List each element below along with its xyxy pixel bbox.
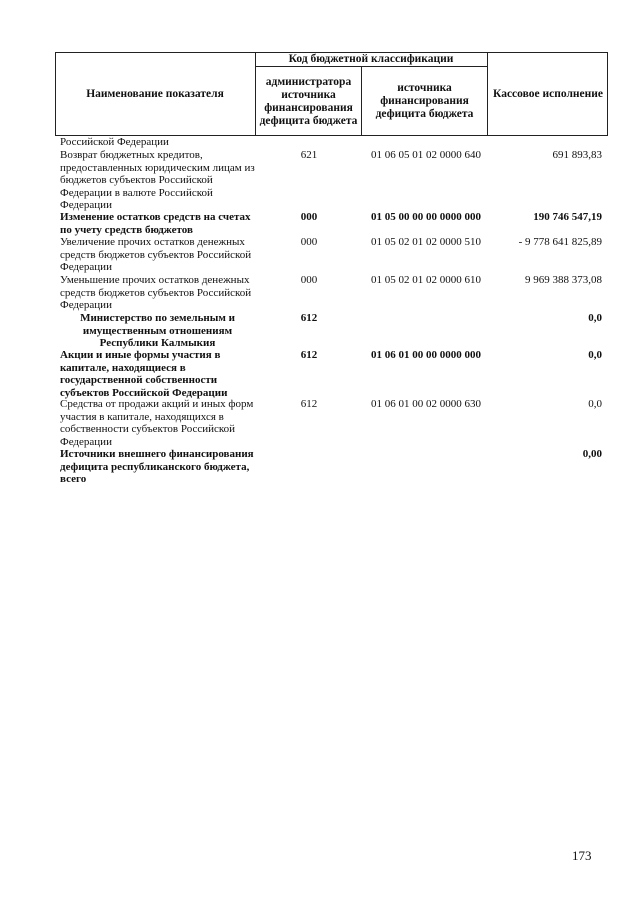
row-admin-code: 000 — [300, 236, 318, 248]
column-header-amount: Кассовое исполнение — [493, 87, 603, 100]
row-amount: 190 746 547,19 — [533, 211, 602, 223]
row-name: Уменьшение прочих остатков денежных средств бюджетов субъектов Российской Федерации — [60, 274, 252, 312]
column-group-title: Код бюджетной классификации — [288, 52, 454, 65]
row-admin-code: 621 — [300, 149, 318, 161]
row-admin-code: 612 — [300, 312, 318, 324]
row-amount: 0,00 — [582, 448, 602, 460]
column-header-name: Наименование показателя — [86, 87, 224, 100]
row-amount: 9 969 388 373,08 — [525, 274, 602, 286]
row-admin-code: 612 — [300, 398, 318, 410]
row-name: Изменение остатков средств на счетах по учету средств бюджетов — [60, 211, 251, 236]
row-amount: 0,0 — [588, 398, 602, 410]
row-name: Российской Федерации — [60, 136, 169, 148]
row-name: Министерство по земельным и имущественным отношениям Республики Калмыкия — [80, 312, 235, 350]
row-name: Увеличение прочих остатков денежных средств бюджетов субъектов Российской Федерации — [60, 236, 252, 274]
row-admin-code: 612 — [300, 349, 318, 361]
table-header — [55, 52, 608, 136]
row-name: Средства от продажи акций и иных форм участия в капитале, находящихся в собственности субъектов Российской Федерации — [60, 398, 254, 448]
row-amount: - 9 778 641 825,89 — [518, 236, 602, 248]
row-source-code: 01 06 01 00 00 0000 000 — [371, 349, 481, 361]
row-amount: 0,0 — [588, 312, 602, 324]
row-admin-code: 000 — [300, 211, 318, 223]
row-source-code: 01 06 05 01 02 0000 640 — [371, 149, 481, 161]
row-name: Возврат бюджетных кредитов, предоставленных юридическим лицам из бюджетов субъектов Российской Федерации в валюте Российской Федерации — [60, 149, 255, 212]
row-source-code: 01 05 02 01 02 0000 610 — [371, 274, 481, 286]
row-source-code: 01 06 01 00 02 0000 630 — [371, 398, 481, 410]
row-source-code: 01 05 00 00 00 0000 000 — [371, 211, 481, 223]
page-number: 173 — [572, 848, 592, 863]
row-amount: 691 893,83 — [552, 149, 602, 161]
row-name: Источники внешнего финансирования дефицита республиканского бюджета, всего — [60, 448, 254, 486]
row-admin-code: 000 — [300, 274, 318, 286]
row-amount: 0,0 — [588, 349, 602, 361]
column-header-admin: администратора источника финансирования дефицита бюджета — [259, 75, 358, 127]
row-name: Акции и иные формы участия в капитале, находящиеся в государственной собственности субъектов Российской Федерации — [60, 349, 228, 399]
column-header-source: источника финансирования дефицита бюджета — [375, 82, 474, 120]
row-source-code: 01 05 02 01 02 0000 510 — [371, 236, 481, 248]
